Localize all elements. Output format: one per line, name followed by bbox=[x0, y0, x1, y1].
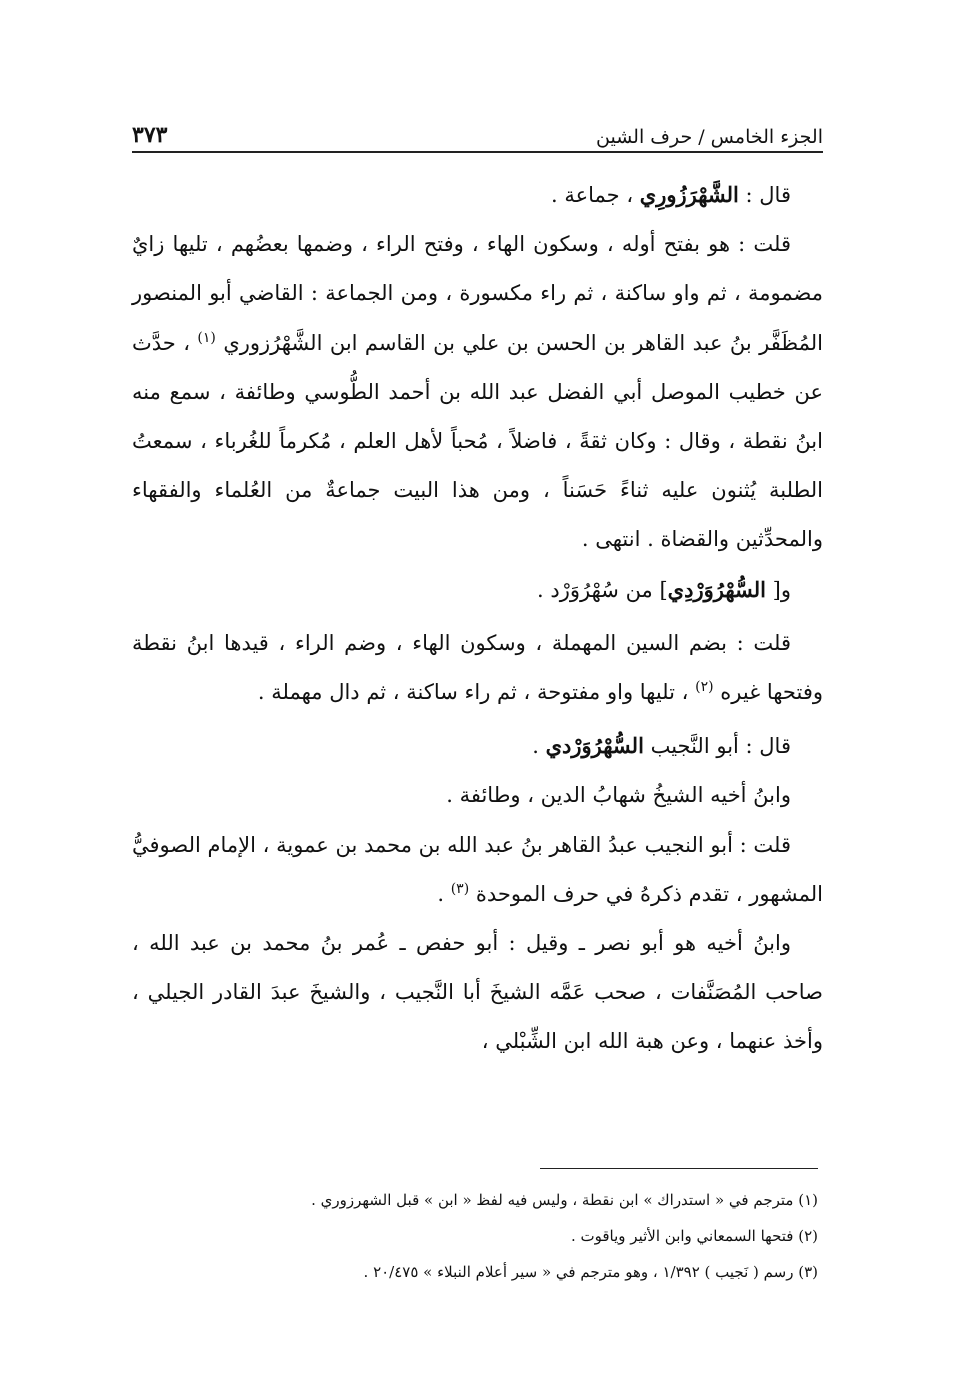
p3-prefix: و[ bbox=[765, 577, 791, 602]
entry-term-shahrazuri: الشَّهْرَزُورِي bbox=[639, 182, 739, 207]
main-text bbox=[132, 170, 823, 1067]
footnote-3: (٣) رسم ( نَجيب ) ١/٣٩٢ ، وهو مترجم في « سير أعلام النبلاء » ٢٠/٤٧٥ . bbox=[363, 1263, 818, 1281]
entry-term-suhrawardi: السُّهْرُوَرْدِي bbox=[667, 576, 766, 602]
entry-term-suhrawardi-2: السُّهْرُوَرْدي bbox=[545, 733, 644, 759]
footnote-1: (١) مترجم في « استدراك » ابن نقطة ، وليس فيه لفظ « ابن » قبل الشهرزوري . bbox=[311, 1191, 818, 1209]
p2-text: قلت : هو بفتح أوله ، وسكون الهاء ، وفتح الراء ، وضمها بعضُهم ، تليها زايٌ مضمومة ، ثم واو ساكنة ، ثم راء مكسورة ، ومن الجماعة : القاضي أبو المنصور المُظَفَّر بنُ عبد القاهر بن الحسن بن علي بن القاسم ابن الشَّهْرُزوري bbox=[132, 232, 823, 355]
paragraph-3 bbox=[132, 565, 823, 615]
p7-text: قلت : أبو النجيب عبدُ القاهر بنُ عبد الله بن محمد بن عموية ، الإمام الصوفيُّ المشهور ، تقدم ذكرهُ في حرف الموحدة bbox=[132, 832, 823, 906]
p3-suffix: ] من سُهْرُوَرْد . bbox=[537, 577, 668, 602]
header-rule bbox=[132, 151, 823, 153]
paragraph-4 bbox=[132, 619, 823, 717]
footnotes bbox=[132, 1182, 818, 1290]
running-title: الجزء الخامس / حرف الشين bbox=[596, 126, 823, 148]
p5-prefix: قال : أبو النَّجيب bbox=[643, 734, 791, 759]
p7-continuation: . bbox=[437, 881, 451, 906]
paragraph-8: وابنُ أخيه هو أبو نصر ـ وقيل : أبو حفص ـ عُمر بنُ محمد بن عبد الله ، صاحب المُصَنَّفات ، صحب عَمَّه الشيخَ أبا النَّجيب ، والشيخَ عبدَ القادر الجيلي ، وأخذ عنهما ، وعن هبة الله ابن الشِّبْلي ، bbox=[132, 931, 823, 1054]
paragraph-2 bbox=[132, 220, 823, 564]
footnote-marker-3: (٣) bbox=[450, 880, 470, 897]
p4-continuation: ، تليها واو مفتوحة ، ثم راء ساكنة ، ثم دال مهملة . bbox=[257, 680, 696, 705]
footnote-2: (٢) فتحها السمعاني وابن الأثير وياقوت . bbox=[570, 1227, 818, 1245]
footnote-marker-2: (٢) bbox=[695, 679, 714, 696]
page-number: ٣٧٣ bbox=[132, 122, 168, 148]
page-header bbox=[132, 108, 823, 148]
p4-text: قلت : بضم السين المهملة ، وسكون الهاء ، وضم الراء ، قيدها ابنُ نقطة وفتحها غيره bbox=[132, 630, 823, 705]
paragraph-1 bbox=[132, 170, 823, 220]
paragraph-6: وابنُ أخيه الشيخُ شهابُ الدين ، وطائفة . bbox=[446, 783, 791, 808]
footnote-rule bbox=[540, 1168, 818, 1169]
paragraph-5 bbox=[132, 721, 823, 771]
footnote-marker-1: (١) bbox=[197, 329, 216, 346]
p2-continuation: ، حدَّث عن خطيب الموصل أبي الفضل عبد الله بن أحمد الطُّوسي وطائفة ، سمع منه ابنُ نقطة ، وقال : وكان ثقةً ، فاضلاً ، مُحباً لأهل العلم ، مُكرماً للغُرباء ، سمعتُ الطلبة يُثنون عليه ثناءً حَسَناً ، ومن هذا البيت جماعةٌ من العُلماء والفقهاء والمحدِّثين والقضاة . انتهى . bbox=[132, 330, 823, 552]
p1-suffix: ، جماعة . bbox=[550, 183, 640, 207]
paragraph-7 bbox=[132, 821, 823, 919]
p1-prefix: قال : bbox=[738, 183, 791, 207]
p5-suffix: . bbox=[532, 734, 546, 759]
